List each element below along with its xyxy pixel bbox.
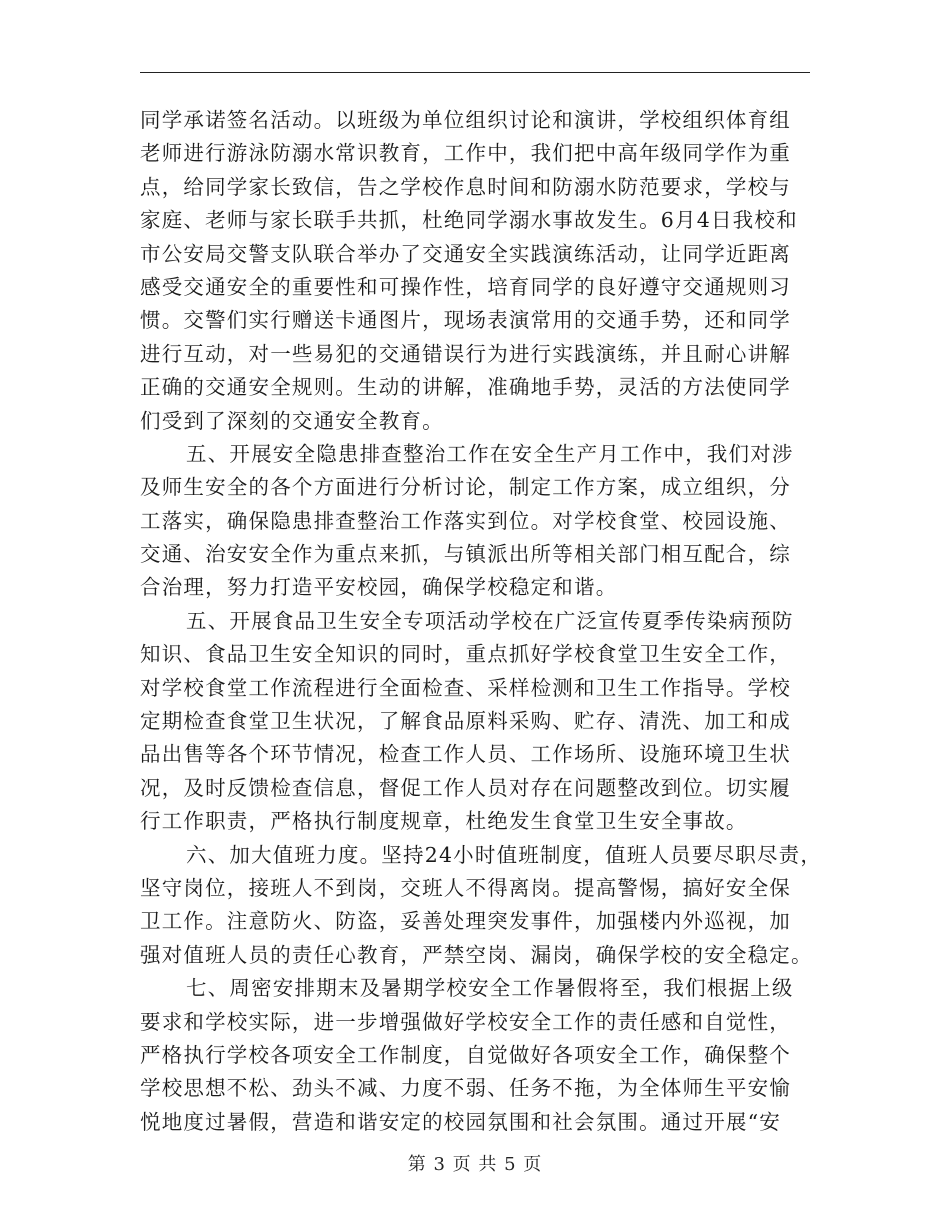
- text-line: 悦地度过暑假，营造和谐安定的校园氛围和社会氛围。通过开展“安: [140, 1109, 781, 1134]
- header-rule: [140, 72, 810, 73]
- text-line: 合治理，努力打造平安校园，确保学校稳定和谐。: [140, 575, 618, 600]
- text-line: 惯。交警们实行赠送卡通图片，现场表演常用的交通手势，还和同学: [140, 308, 791, 333]
- paragraph-start-line: 五、开展食品卫生安全专项活动学校在广泛宣传夏季传染病预防: [186, 608, 794, 633]
- page-footer: 第 3 页 共 5 页: [407, 1154, 543, 1175]
- text-line: 同学承诺签名活动。以班级为单位组织讨论和演讲，学校组织体育组: [140, 108, 791, 132]
- document-body: [140, 104, 823, 1139]
- text-line: 感受交通安全的重要性和可操作性，培育同学的良好遵守交通规则习: [140, 274, 791, 299]
- text-line: 进行互动，对一些易犯的交通错误行为进行实践演练，并且耐心讲解: [140, 341, 791, 366]
- text-line: 品出售等各个环节情况，检查工作人员、工作场所、设施环境卫生状: [140, 742, 791, 767]
- text-line: 知识、食品卫生安全知识的同时，重点抓好学校食堂卫生安全工作，: [140, 642, 791, 667]
- text-line: 点，给同学家长致信，告之学校作息时间和防溺水防范要求，学校与: [140, 174, 791, 199]
- text-line: 行工作职责，严格执行制度规章，杜绝发生食堂卫生安全事故。: [140, 809, 748, 834]
- text-line: 严格执行学校各项安全工作制度，自觉做好各项安全工作，确保整个: [140, 1042, 791, 1067]
- text-line: 正确的交通安全规则。生动的讲解，准确地手势，灵活的方法使同学: [140, 375, 791, 400]
- paragraph-start-line: 五、开展安全隐患排查整治工作在安全生产月工作中，我们对涉: [186, 441, 794, 466]
- paragraph-start-line: 七、周密安排期末及暑期学校安全工作暑假将至，我们根据上级: [186, 976, 794, 1001]
- text-line: 要求和学校实际，进一步增强做好学校安全工作的责任感和自觉性，: [140, 1009, 791, 1034]
- text-line: 坚守岗位，接班人不到岗，交班人不得离岗。提高警惕，搞好安全保: [140, 875, 791, 900]
- text-line: 市公安局交警支队联合举办了交通安全实践演练活动，让同学近距离: [140, 241, 791, 266]
- text-line: 学校思想不松、劲头不减、力度不弱、任务不拖，为全体师生平安愉: [140, 1076, 791, 1101]
- text-line: 况，及时反馈检查信息，督促工作人员对存在问题整改到位。切实履: [140, 775, 791, 800]
- text-line: 老师进行游泳防溺水常识教育，工作中，我们把中高年级同学作为重: [140, 141, 791, 166]
- text-line: 工落实，确保隐患排查整治工作落实到位。对学校食堂、校园设施、: [140, 508, 791, 533]
- text-line: 们受到了深刻的交通安全教育。: [140, 408, 444, 433]
- text-line: 定期检查食堂卫生状况，了解食品原料采购、贮存、清洗、加工和成: [140, 709, 791, 734]
- text-line: 家庭、老师与家长联手共抓，杜绝同学溺水事故发生。6月4日我校和: [140, 208, 798, 233]
- text-line: 及师生安全的各个方面进行分析讨论，制定工作方案，成立组织，分: [140, 475, 791, 500]
- text-line: 对学校食堂工作流程进行全面检查、采样检测和卫生工作指导。学校: [140, 675, 791, 700]
- text-line: 强对值班人员的责任心教育，严禁空岗、漏岗，确保学校的安全稳定。: [140, 942, 813, 967]
- paragraph-start-line: 六、加大值班力度。坚持24小时值班制度，值班人员要尽职尽责，: [186, 842, 823, 867]
- text-line: 卫工作。注意防火、防盗，妥善处理突发事件，加强楼内外巡视，加: [140, 909, 791, 934]
- text-line: 交通、治安安全作为重点来抓，与镇派出所等相关部门相互配合，综: [140, 542, 791, 567]
